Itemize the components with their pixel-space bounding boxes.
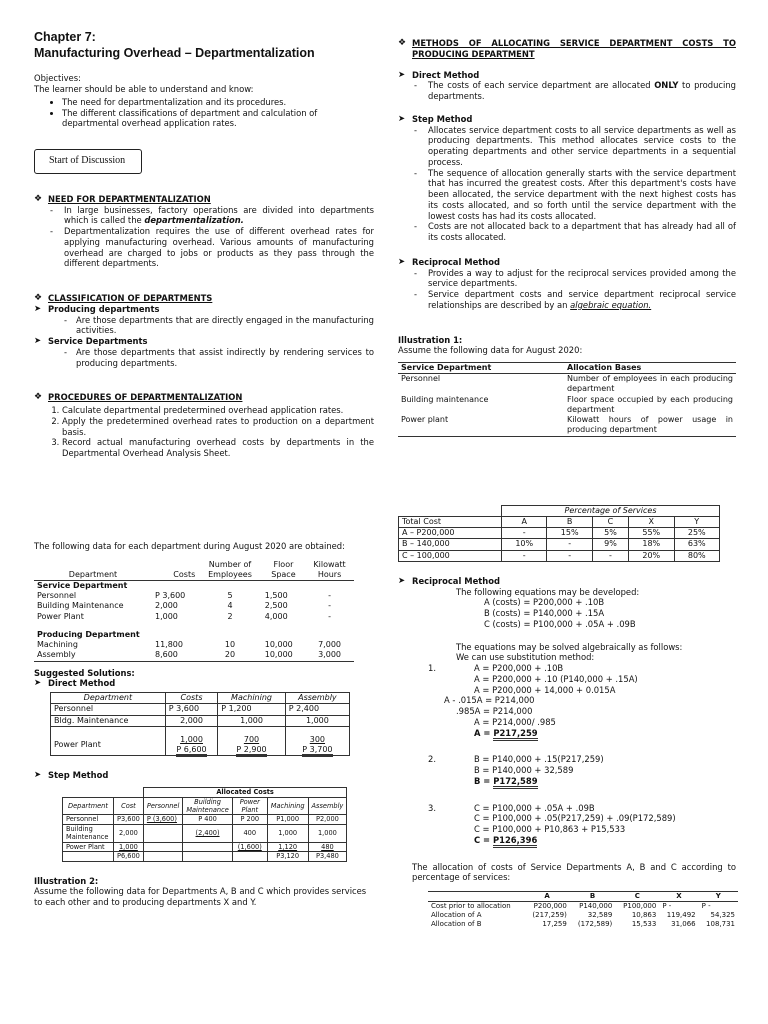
th: A	[544, 892, 550, 901]
cell: 400	[232, 824, 267, 842]
th: Y	[715, 892, 721, 901]
th: Allocation Bases	[567, 363, 642, 372]
cell: Power Plant	[63, 842, 114, 851]
cell: 15,533	[631, 919, 657, 928]
cell: 25%	[674, 528, 720, 539]
cell: 2,000	[154, 601, 178, 611]
need-point	[50, 205, 374, 227]
th: Y	[674, 516, 720, 527]
equations-intro: The following equations may be developed:	[456, 586, 640, 597]
illustration-1-text: Assume the following data for August 2020:	[398, 345, 583, 356]
cell: 1,500	[264, 591, 288, 601]
equation: B (costs) = P140,000 + .15A	[484, 608, 605, 619]
cell: P3,600	[114, 815, 144, 824]
methods-heading: ❖ METHODS OF ALLOCATING SERVICE DEPARTMENT COSTS TO PRODUCING DEPARTMENT	[398, 38, 736, 60]
equation: B = P140,000 + 32,589	[474, 765, 574, 776]
need-text: In large businesses, factory operations are divided into departments which is called the	[64, 204, 374, 226]
text: to producing departments.	[428, 80, 736, 101]
cell: 54,325	[710, 910, 735, 919]
objectives-intro: The learner should be able to understand and know:	[34, 84, 254, 94]
cell: -	[502, 550, 547, 561]
cell: P -	[701, 902, 711, 911]
result-value: P217,259	[493, 728, 537, 741]
illustration-2-heading: Illustration 2:	[34, 875, 99, 886]
cell: Building Maintenance	[37, 601, 124, 611]
service-dept-label: Service Department	[37, 581, 128, 591]
cell: 80%	[674, 550, 720, 561]
cell: Number of employees in each producing department	[567, 374, 733, 394]
service-desc: - Are those departments that assist indirectly by rendering services to producing departments.	[64, 347, 374, 369]
table-row	[63, 815, 347, 824]
allocated-costs-header: Allocated Costs	[143, 788, 346, 797]
cell: P100,000	[623, 902, 657, 911]
cell: 55%	[629, 528, 674, 539]
direct-method-heading: ➤ Direct Method	[34, 678, 374, 689]
objectives-list	[34, 97, 374, 129]
table-row	[51, 726, 350, 755]
cell: 10	[224, 640, 236, 650]
allocation-bases-table	[398, 362, 736, 437]
cell: -	[328, 611, 331, 621]
th: Personnel	[143, 797, 182, 815]
table-row	[34, 601, 354, 611]
cell: 20	[224, 650, 236, 660]
cell: (172,589)	[577, 919, 613, 928]
solution-a	[428, 663, 736, 738]
cell: 10,000	[264, 650, 293, 660]
step-number: 2.	[428, 754, 436, 765]
cell: 1,120	[267, 842, 308, 851]
table-row	[63, 842, 347, 851]
illustration-2-text: Assume the following data for Departments A, B and C which provides services to each other and to producing departments X and Y.	[34, 886, 367, 908]
chapter-title: Manufacturing Overhead – Departmentalization	[34, 45, 315, 60]
th-part: Space	[271, 569, 296, 579]
solution-c	[428, 803, 736, 846]
allocation-intro: The allocation of costs of Service Departments A, B and C according to percentage of services:	[412, 861, 736, 883]
cell: 1,000	[218, 715, 286, 726]
equation: C = P100,000 + .05(P217,259) + .09(P172,589)	[474, 813, 676, 824]
cell: 480	[308, 842, 347, 851]
percentage-services-table	[398, 505, 720, 562]
cell: 1,000	[285, 715, 349, 726]
th	[428, 892, 524, 902]
text: Service department costs and service department reciprocal service relationships are described by an	[428, 289, 736, 310]
table-row	[34, 650, 354, 661]
cell: 9%	[592, 539, 628, 550]
reciprocal-point: - Provides a way to adjust for the reciprocal services provided among the service departments.	[414, 268, 736, 290]
procedure-item: 3. Record actual manufacturing overhead costs by departments in the Departmental Overhead Analysis Sheet.	[62, 437, 374, 459]
equation: A = P214,000/ .985	[474, 716, 556, 727]
cell: 10%	[502, 539, 547, 550]
table-row	[428, 911, 738, 920]
cell: P 200	[232, 815, 267, 824]
cell: 10,863	[631, 910, 657, 919]
cell: 2,000	[165, 715, 218, 726]
th-floor	[262, 560, 305, 581]
equation: A = P200,000 + .10 (P140,000 + .15A)	[474, 673, 638, 684]
cell: Personnel	[401, 374, 441, 384]
th: X	[629, 516, 674, 527]
service-heading: ➤ Service Departments	[34, 336, 374, 347]
solution-b	[428, 754, 736, 786]
th: C	[634, 892, 640, 901]
step-method-heading: ➤ Step Method	[398, 114, 736, 125]
emphasis: ONLY	[654, 80, 679, 91]
th: X	[676, 892, 682, 901]
text: B =	[474, 775, 494, 786]
cell: (1,600)	[232, 842, 267, 851]
cell: -	[547, 539, 592, 550]
procedure-item: 1. Calculate departmental predetermined overhead application rates.	[62, 405, 374, 416]
cell: 8,600	[154, 650, 178, 660]
cell: Personnel	[63, 815, 114, 824]
cell: Kilowatt hours of power usage in producing department	[567, 415, 733, 435]
total-cell: P 6,600	[176, 745, 206, 757]
table-row	[51, 704, 350, 715]
step-method-table	[62, 787, 347, 862]
cell: 2,000	[114, 824, 144, 842]
th-part: Hours	[317, 569, 342, 579]
th: Total Cost	[399, 516, 502, 527]
cell: 10,000	[264, 640, 293, 650]
th: Power Plant	[232, 797, 267, 815]
cell: P 400	[183, 815, 232, 824]
table-row	[399, 550, 720, 561]
left-column	[34, 30, 374, 908]
cell: Personnel	[51, 704, 166, 715]
cell: 11,800	[154, 640, 183, 650]
objective-item: • The need for departmentalization and its procedures.	[62, 97, 374, 108]
th-part: Employees	[208, 569, 252, 579]
table-row	[34, 591, 354, 601]
cell: 4	[227, 601, 233, 611]
th: Department	[51, 693, 166, 704]
reciprocal-method-heading: ➤ Reciprocal Method	[398, 257, 736, 268]
cell: 119,492	[666, 910, 696, 919]
direct-method-heading: ➤ Direct Method	[398, 70, 736, 81]
cell: Cost prior to allocation	[431, 902, 511, 911]
table-row	[398, 415, 736, 436]
cell: -	[592, 550, 628, 561]
cell: 1,000	[267, 824, 308, 842]
cell: P200,000	[533, 902, 567, 911]
text: C =	[474, 834, 493, 845]
th-department: Department	[68, 569, 118, 579]
cell: -	[328, 591, 331, 601]
direct-desc	[414, 80, 736, 102]
cell: B – 140,000	[399, 539, 502, 550]
table-row	[51, 715, 350, 726]
cell: Assembly	[37, 650, 76, 660]
cell: Allocation of B	[431, 919, 482, 928]
table-row	[428, 902, 738, 911]
equation: A = P200,000 + 14,000 + 0.015A	[474, 684, 616, 695]
th: Service Department	[401, 363, 492, 372]
th-part: Number of	[208, 559, 252, 569]
th: Machining	[218, 693, 286, 704]
allocation-table	[428, 891, 738, 929]
illustration-1-heading: Illustration 1:	[398, 334, 463, 345]
cell: -	[328, 601, 331, 611]
department-data-table	[34, 560, 354, 662]
cell: 108,731	[706, 919, 735, 928]
cell: 1,000	[180, 734, 203, 744]
cell: Floor space occupied by each producing department	[567, 394, 733, 414]
cell: Allocation of A	[431, 910, 482, 919]
step-point: - Allocates service department costs to all service departments as well as producing departments. This method allocates service costs to the operating departments and other service departments in a sequential process.	[414, 125, 736, 168]
th: Cost	[114, 797, 144, 815]
cell: Building maintenance	[401, 394, 489, 404]
cell: Personnel	[37, 591, 77, 601]
result-b	[474, 776, 736, 787]
th: Assembly	[308, 797, 347, 815]
cell: 63%	[674, 539, 720, 550]
cell: 1,000	[114, 842, 144, 851]
equation: B = P140,000 + .15(P217,259)	[474, 754, 604, 765]
th: B	[547, 516, 592, 527]
th-part: Kilowatt	[313, 559, 346, 569]
th: Building Maintenance	[183, 797, 232, 815]
step-method-heading: ➤ Step Method	[34, 770, 374, 781]
need-point: - Departmentalization requires the use of different overhead rates for applying manufacturing overhead. Various amounts of manufacturing overhead are charged to jobs or products as they pass through the different departments.	[50, 226, 374, 269]
step-point: - Costs are not allocated back to a department that has already had all of its costs allocated.	[414, 221, 736, 243]
th: Machining	[267, 797, 308, 815]
equation: C (costs) = P100,000 + .05A + .09B	[484, 618, 636, 629]
th-part: Floor	[273, 559, 294, 569]
cell: P (3,600)	[143, 815, 182, 824]
cell: 7,000	[318, 640, 341, 650]
solve-intro: The equations may be solved algebraically as follows:	[456, 641, 683, 652]
result-value: P126,396	[493, 835, 537, 848]
classification-heading: ❖ CLASSIFICATION OF DEPARTMENTS	[34, 293, 374, 304]
producing-heading: ➤ Producing departments	[34, 304, 374, 315]
table-row	[399, 528, 720, 539]
th: C	[592, 516, 628, 527]
reciprocal-point	[414, 289, 736, 311]
table-row	[34, 612, 354, 622]
table-row	[34, 640, 354, 650]
cell: 5	[227, 591, 233, 601]
data-intro: The following data for each department during August 2020 are obtained:	[34, 540, 345, 551]
objective-item: • The different classifications of department and calculation of departmental overhead application rates.	[62, 108, 374, 130]
table-row	[398, 395, 736, 415]
cell: P1,000	[267, 815, 308, 824]
table-row	[428, 920, 738, 929]
table-row	[398, 374, 736, 395]
equation: C = P100,000 + .05A + .09B	[474, 802, 595, 813]
th-kilowatt	[305, 560, 354, 581]
cell: Bldg. Maintenance	[51, 715, 166, 726]
cell: Power Plant	[37, 611, 84, 621]
cell: 17,259	[542, 919, 567, 928]
objectives-heading: Objectives:	[34, 73, 81, 84]
direct-method-table	[50, 692, 350, 756]
th: A	[502, 516, 547, 527]
chapter-number: Chapter 7:	[34, 30, 96, 44]
th: Department	[63, 797, 114, 815]
cell: P -	[662, 902, 672, 911]
need-term: departmentalization.	[144, 215, 244, 226]
cell: 300	[309, 734, 326, 744]
cell: P140,000	[579, 902, 613, 911]
producing-desc: - Are those departments that are directly engaged in the manufacturing activities.	[64, 315, 374, 337]
cell: 1,000	[154, 611, 178, 621]
total-cell: P3,480	[308, 852, 347, 861]
cell: P 1,200	[218, 704, 286, 715]
cell: 2,500	[264, 601, 288, 611]
percentage-title: Percentage of Services	[502, 505, 720, 516]
cell: P2,000	[308, 815, 347, 824]
total-cell: P 3,700	[302, 745, 332, 757]
cell: 1,000	[308, 824, 347, 842]
start-of-discussion-box: Start of Discussion	[34, 149, 142, 174]
solve-method: We can use substitution method:	[456, 652, 595, 663]
cell: Building Maintenance	[63, 824, 114, 842]
cell: (2,400)	[183, 824, 232, 842]
th: Assembly	[285, 693, 349, 704]
cell: 18%	[629, 539, 674, 550]
total-cell: P 2,900	[236, 745, 266, 757]
total-cell: P3,120	[267, 852, 308, 861]
equation: A - .015A = P214,000	[444, 695, 535, 706]
result-a	[474, 728, 736, 739]
cell: C – 100,000	[399, 550, 502, 561]
procedure-item: 2. Apply the predetermined overhead rates to production on a department basis.	[62, 416, 374, 438]
text: A =	[474, 727, 494, 738]
cell: 32,589	[587, 910, 613, 919]
reciprocal-solution-heading: ➤ Reciprocal Method	[398, 576, 736, 587]
text: The costs of each service department are allocated	[428, 80, 655, 91]
cell: Machining	[37, 640, 78, 650]
equation: A = P200,000 + .10B	[474, 663, 564, 674]
equation: C = P100,000 + P10,863 + P15,533	[474, 824, 626, 835]
cell: -	[547, 550, 592, 561]
th: B	[589, 892, 596, 901]
cell: P 3,600	[154, 591, 186, 601]
cell: 15%	[547, 528, 592, 539]
cell: 20%	[629, 550, 674, 561]
right-column	[398, 38, 736, 929]
cell: 700	[243, 734, 260, 744]
th-costs: Costs	[173, 569, 196, 579]
cell: P 2,400	[285, 704, 349, 715]
cell: 2	[227, 611, 233, 621]
th-employees	[198, 560, 262, 581]
cell: 3,000	[318, 650, 341, 660]
procedures-heading: ❖ PROCEDURES OF DEPARTMENTALIZATION	[34, 392, 374, 403]
equation: .985A = P214,000	[456, 706, 533, 717]
suggested-solutions: Suggested Solutions:	[34, 667, 135, 678]
cell: (217,259)	[532, 910, 567, 919]
step-number: 1.	[428, 663, 436, 674]
equation: A (costs) = P200,000 + .10B	[484, 597, 605, 608]
total-cell: P6,600	[114, 852, 144, 861]
result-c	[474, 835, 736, 846]
step-point: - The sequence of allocation generally starts with the service department that has incurred the greatest costs. After this department's costs have been allocated, the service department with the next highest costs has its costs allocated, and so forth until the service department with the lowest costs has had its costs allocated.	[414, 168, 736, 222]
table-row	[63, 824, 347, 842]
cell: P 3,600	[165, 704, 218, 715]
th: Costs	[165, 693, 218, 704]
cell: -	[502, 528, 547, 539]
cell: 4,000	[264, 611, 288, 621]
need-heading: ❖ NEED FOR DEPARTMENTALIZATION	[34, 194, 374, 205]
producing-dept-label: Producing Department	[37, 629, 140, 639]
table-row	[399, 539, 720, 550]
table-row	[63, 852, 347, 861]
cell: A – P200,000	[399, 528, 502, 539]
cell: Power plant	[401, 415, 449, 425]
emphasis: algebraic equation.	[570, 299, 652, 310]
result-value: P172,589	[493, 776, 537, 789]
step-number: 3.	[428, 802, 436, 813]
cell: 5%	[592, 528, 628, 539]
procedures-list	[34, 405, 374, 459]
cell: Power Plant	[51, 726, 166, 755]
cell: 31,066	[671, 919, 696, 928]
